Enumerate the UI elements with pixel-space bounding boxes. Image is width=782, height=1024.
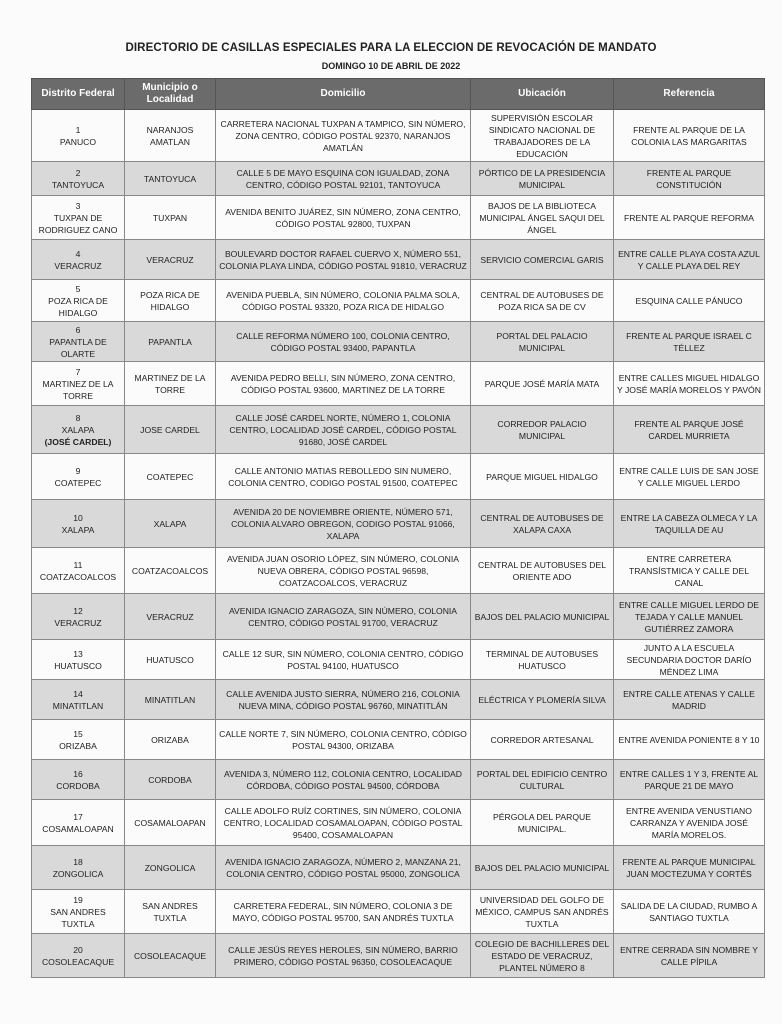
document-date: DOMINGO 10 DE ABRIL DE 2022 — [321, 61, 461, 71]
district-name: SAN ANDRES TUXTLA — [50, 906, 106, 929]
cell-municipio: NARANJOS AMATLAN — [125, 110, 216, 162]
cell-domicilio: CALLE 12 SUR, SIN NÚMERO, COLONIA CENTRO, CÓDIGO POSTAL 94100, HUATUSCO — [216, 640, 471, 680]
cell-referencia: FRENTE AL PARQUE DE LA COLONIA LAS MARGARITAS — [614, 110, 765, 162]
table-row — [32, 680, 765, 720]
district-number: 7 — [75, 366, 81, 377]
cell-municipio: VERACRUZ — [125, 240, 216, 280]
cell-referencia: SALIDA DE LA CIUDAD, RUMBO A SANTIAGO TUXTLA — [614, 890, 765, 934]
cell-domicilio: AVENIDA PUEBLA, SIN NÚMERO, COLONIA PALMA SOLA, CÓDIGO POSTAL 93320, POZA RICA DE HIDALGO — [216, 280, 471, 322]
district-name: COSOLEACAQUE — [41, 956, 115, 967]
district-number: 4 — [75, 248, 81, 259]
cell-ubicacion: ELÉCTRICA Y PLOMERÍA SILVA — [471, 680, 614, 720]
column-header-distrito: Distrito Federal — [32, 79, 125, 110]
cell-ubicacion: COLEGIO DE BACHILLERES DEL ESTADO DE VERACRUZ, PLANTEL NÚMERO 8 — [471, 934, 614, 978]
district-name: COSAMALOAPAN — [42, 823, 114, 834]
district-number: 10 — [73, 512, 83, 523]
cell-referencia: FRENTE AL PARQUE CONSTITUCIÓN — [614, 162, 765, 196]
cell-referencia: ENTRE CALLE LUIS DE SAN JOSE Y CALLE MIGUEL LERDO — [614, 454, 765, 500]
cell-ubicacion: PÓRTICO DE LA PRESIDENCIA MUNICIPAL — [471, 162, 614, 196]
cell-ubicacion: BAJOS DEL PALACIO MUNICIPAL — [471, 594, 614, 640]
table-row — [32, 162, 765, 196]
column-header-ubicacion: Ubicación — [471, 79, 614, 110]
cell-distrito — [32, 594, 125, 640]
cell-referencia: ENTRE CALLES MIGUEL HIDALGO Y JOSÉ MARÍA MORELOS Y PAVÓN — [614, 362, 765, 406]
district-name: COATZACOALCOS — [39, 571, 117, 582]
district-number: 20 — [73, 944, 83, 955]
district-number: 6 — [75, 324, 81, 335]
cell-ubicacion: PORTAL DEL EDIFICIO CENTRO CULTURAL — [471, 760, 614, 800]
cell-referencia: FRENTE AL PARQUE REFORMA — [614, 196, 765, 240]
cell-domicilio: AVENIDA IGNACIO ZARAGOZA, NÚMERO 2, MANZANA 21, COLONIA CENTRO, CÓDIGO POSTAL 95000, ZONGOLICA — [216, 846, 471, 890]
district-name: HUATUSCO — [54, 660, 102, 671]
cell-referencia: FRENTE AL PARQUE MUNICIPAL JUAN MOCTEZUMA Y CORTÉS — [614, 846, 765, 890]
cell-domicilio: CALLE REFORMA NÚMERO 100, COLONIA CENTRO, CÓDIGO POSTAL 93400, PAPANTLA — [216, 322, 471, 362]
cell-municipio: POZA RICA DE HIDALGO — [125, 280, 216, 322]
cell-municipio: COSAMALOAPAN — [125, 800, 216, 846]
cell-ubicacion: CENTRAL DE AUTOBUSES DE POZA RICA SA DE CV — [471, 280, 614, 322]
cell-referencia: FRENTE AL PARQUE ISRAEL C TÉLLEZ — [614, 322, 765, 362]
cell-domicilio: AVENIDA PEDRO BELLI, SIN NÚMERO, ZONA CENTRO, CÓDIGO POSTAL 93600, MARTINEZ DE LA TORRE — [216, 362, 471, 406]
cell-distrito — [32, 110, 125, 162]
cell-municipio: PAPANTLA — [125, 322, 216, 362]
district-number: 19 — [73, 894, 83, 905]
cell-ubicacion: UNIVERSIDAD DEL GOLFO DE MÉXICO, CAMPUS SAN ANDRÉS TUXTLA — [471, 890, 614, 934]
cell-referencia: ENTRE AVENIDA VENUSTIANO CARRANZA Y AVENIDA JOSÉ MARÍA MORELOS. — [614, 800, 765, 846]
cell-distrito — [32, 196, 125, 240]
cell-distrito — [32, 934, 125, 978]
cell-referencia: ENTRE CERRADA SIN NOMBRE Y CALLE PÍPILA — [614, 934, 765, 978]
cell-domicilio: AVENIDA BENITO JUÁREZ, SIN NÚMERO, ZONA CENTRO, CÓDIGO POSTAL 92800, TUXPAN — [216, 196, 471, 240]
cell-distrito — [32, 890, 125, 934]
cell-distrito — [32, 680, 125, 720]
cell-ubicacion: CENTRAL DE AUTOBUSES DE XALAPA CAXA — [471, 500, 614, 548]
cell-domicilio: BOULEVARD DOCTOR RAFAEL CUERVO X, NÚMERO 551, COLONIA PLAYA LINDA, CÓDIGO POSTAL 91810, VERACRUZ — [216, 240, 471, 280]
cell-municipio: SAN ANDRES TUXTLA — [125, 890, 216, 934]
cell-ubicacion: CENTRAL DE AUTOBUSES DEL ORIENTE ADO — [471, 548, 614, 594]
cell-municipio: MINATITLAN — [125, 680, 216, 720]
district-number: 18 — [73, 856, 83, 867]
table-row — [32, 322, 765, 362]
district-number: 8 — [75, 412, 81, 423]
cell-referencia: ESQUINA CALLE PÁNUCO — [614, 280, 765, 322]
cell-referencia: ENTRE CALLE ATENAS Y CALLE MADRID — [614, 680, 765, 720]
district-number: 16 — [73, 768, 83, 779]
district-extra: (JOSÉ CARDEL) — [44, 436, 112, 447]
cell-ubicacion: CORREDOR ARTESANAL — [471, 720, 614, 760]
cell-municipio: COSOLEACAQUE — [125, 934, 216, 978]
cell-municipio: ZONGOLICA — [125, 846, 216, 890]
cell-ubicacion: PÉRGOLA DEL PARQUE MUNICIPAL. — [471, 800, 614, 846]
cell-ubicacion: BAJOS DE LA BIBLIOTECA MUNICIPAL ÁNGEL SAQUI DEL ÁNGEL — [471, 196, 614, 240]
district-number: 11 — [73, 559, 83, 570]
district-name: XALAPA — [61, 424, 95, 435]
district-name: TANTOYUCA — [51, 179, 105, 190]
table-row — [32, 846, 765, 890]
cell-referencia: ENTRE CARRETERA TRANSÍSTMICA Y CALLE DEL CANAL — [614, 548, 765, 594]
cell-distrito — [32, 846, 125, 890]
cell-domicilio: CALLE AVENIDA JUSTO SIERRA, NÚMERO 216, COLONIA NUEVA MINA, CÓDIGO POSTAL 96760, MINATITLÁN — [216, 680, 471, 720]
column-header-referencia: Referencia — [614, 79, 765, 110]
cell-referencia: JUNTO A LA ESCUELA SECUNDARIA DOCTOR DARÍO MÉNDEZ LIMA — [614, 640, 765, 680]
cell-referencia: ENTRE CALLE MIGUEL LERDO DE TEJADA Y CALLE MANUEL GUTIÉRREZ ZAMORA — [614, 594, 765, 640]
cell-referencia: ENTRE LA CABEZA OLMECA Y LA TAQUILLA DE AU — [614, 500, 765, 548]
district-number: 14 — [73, 688, 83, 699]
table-row — [32, 454, 765, 500]
document-title: DIRECTORIO DE CASILLAS ESPECIALES PARA LA ELECCION DE REVOCACIÓN DE MANDATO — [125, 42, 657, 54]
cell-distrito — [32, 760, 125, 800]
cell-ubicacion: PARQUE JOSÉ MARÍA MATA — [471, 362, 614, 406]
cell-distrito — [32, 500, 125, 548]
cell-municipio: JOSE CARDEL — [125, 406, 216, 454]
cell-ubicacion: CORREDOR PALACIO MUNICIPAL — [471, 406, 614, 454]
district-name: MINATITLAN — [52, 700, 104, 711]
table-row — [32, 362, 765, 406]
cell-distrito — [32, 322, 125, 362]
table-row — [32, 280, 765, 322]
table-row — [32, 500, 765, 548]
cell-distrito — [32, 454, 125, 500]
cell-ubicacion: SERVICIO COMERCIAL GARIS — [471, 240, 614, 280]
district-name: TUXPAN DE RODRIGUEZ CANO — [38, 212, 118, 235]
cell-municipio: TUXPAN — [125, 196, 216, 240]
cell-distrito — [32, 548, 125, 594]
table-header-row — [32, 79, 765, 110]
district-name: PANUCO — [59, 136, 97, 147]
cell-distrito — [32, 640, 125, 680]
cell-ubicacion: BAJOS DEL PALACIO MUNICIPAL — [471, 846, 614, 890]
table-row — [32, 240, 765, 280]
cell-municipio: HUATUSCO — [125, 640, 216, 680]
cell-domicilio: AVENIDA JUAN OSORIO LÓPEZ, SIN NÚMERO, COLONIA NUEVA OBRERA, CÓDIGO POSTAL 96598, COATZACOALCOS, VERACRUZ — [216, 548, 471, 594]
cell-distrito — [32, 280, 125, 322]
cell-domicilio: CALLE NORTE 7, SIN NÚMERO, COLONIA CENTRO, CÓDIGO POSTAL 94300, ORIZABA — [216, 720, 471, 760]
cell-domicilio: AVENIDA IGNACIO ZARAGOZA, SIN NÚMERO, COLONIA CENTRO, CÓDIGO POSTAL 91700, VERACRUZ — [216, 594, 471, 640]
district-number: 2 — [75, 167, 81, 178]
table-row — [32, 800, 765, 846]
cell-domicilio: CARRETERA NACIONAL TUXPAN A TAMPICO, SIN NÚMERO, ZONA CENTRO, CÓDIGO POSTAL 92370, NARANJOS AMATLÁN — [216, 110, 471, 162]
cell-distrito — [32, 800, 125, 846]
table-row — [32, 720, 765, 760]
district-number: 9 — [75, 465, 81, 476]
cell-distrito — [32, 240, 125, 280]
cell-domicilio: CALLE JESÚS REYES HEROLES, SIN NÚMERO, BARRIO PRIMERO, CÓDIGO POSTAL 96350, COSOLEACAQUE — [216, 934, 471, 978]
cell-municipio: COATZACOALCOS — [125, 548, 216, 594]
cell-domicilio: CALLE 5 DE MAYO ESQUINA CON IGUALDAD, ZONA CENTRO, CÓDIGO POSTAL 92101, TANTOYUCA — [216, 162, 471, 196]
table-row — [32, 406, 765, 454]
cell-distrito — [32, 362, 125, 406]
district-name: ORIZABA — [59, 740, 97, 751]
cell-municipio: VERACRUZ — [125, 594, 216, 640]
district-name: VERACRUZ — [54, 260, 102, 271]
cell-domicilio: CALLE ANTONIO MATIAS REBOLLEDO SIN NUMERO, COLONIA CENTRO, CODIGO POSTAL 91500, COATEPEC — [216, 454, 471, 500]
table-row — [32, 548, 765, 594]
column-header-municipio: Municipio o Localidad — [125, 79, 216, 110]
cell-distrito — [32, 406, 125, 454]
district-name: CORDOBA — [56, 780, 100, 791]
district-name: VERACRUZ — [54, 617, 102, 628]
district-number: 17 — [73, 811, 83, 822]
district-number: 15 — [73, 728, 83, 739]
district-number: 3 — [75, 200, 81, 211]
table-row — [32, 934, 765, 978]
district-name: MARTINEZ DE LA TORRE — [42, 378, 114, 401]
cell-referencia: FRENTE AL PARQUE JOSÉ CARDEL MURRIETA — [614, 406, 765, 454]
table-row — [32, 196, 765, 240]
cell-municipio: COATEPEC — [125, 454, 216, 500]
district-name: COATEPEC — [54, 477, 102, 488]
cell-municipio: TANTOYUCA — [125, 162, 216, 196]
cell-domicilio: AVENIDA 3, NÚMERO 112, COLONIA CENTRO, LOCALIDAD CÓRDOBA, CÓDIGO POSTAL 94500, CÓRDOBA — [216, 760, 471, 800]
cell-domicilio: CALLE JOSÉ CARDEL NORTE, NÚMERO 1, COLONIA CENTRO, LOCALIDAD JOSÉ CARDEL, CÓDIGO POSTAL 91680, JOSÉ CARDEL — [216, 406, 471, 454]
cell-ubicacion: TERMINAL DE AUTOBUSES HUATUSCO — [471, 640, 614, 680]
table-row — [32, 594, 765, 640]
cell-distrito — [32, 720, 125, 760]
table-row — [32, 760, 765, 800]
district-name: POZA RICA DE HIDALGO — [48, 295, 108, 318]
table-row — [32, 640, 765, 680]
district-name: XALAPA — [61, 524, 95, 535]
directory-table — [31, 78, 765, 978]
cell-municipio: MARTINEZ DE LA TORRE — [125, 362, 216, 406]
district-name: ZONGOLICA — [52, 868, 104, 879]
district-number: 13 — [73, 648, 83, 659]
cell-ubicacion: SUPERVISIÓN ESCOLAR SINDICATO NACIONAL DE TRABAJADORES DE LA EDUCACIÓN — [471, 110, 614, 162]
cell-municipio: XALAPA — [125, 500, 216, 548]
cell-referencia: ENTRE AVENIDA PONIENTE 8 Y 10 — [614, 720, 765, 760]
district-number: 1 — [75, 124, 81, 135]
cell-domicilio: AVENIDA 20 DE NOVIEMBRE ORIENTE, NÚMERO 571, COLONIA ALVARO OBREGON, CODIGO POSTAL 91066, XALAPA — [216, 500, 471, 548]
cell-referencia: ENTRE CALLES 1 Y 3, FRENTE AL PARQUE 21 DE MAYO — [614, 760, 765, 800]
column-header-domicilio: Domicilio — [216, 79, 471, 110]
cell-distrito — [32, 162, 125, 196]
cell-ubicacion: PORTAL DEL PALACIO MUNICIPAL — [471, 322, 614, 362]
cell-municipio: CORDOBA — [125, 760, 216, 800]
cell-ubicacion: PARQUE MIGUEL HIDALGO — [471, 454, 614, 500]
district-number: 5 — [75, 283, 81, 294]
table-row — [32, 110, 765, 162]
cell-domicilio: CARRETERA FEDERAL, SIN NÚMERO, COLONIA 3 DE MAYO, CÓDIGO POSTAL 95700, SAN ANDRÉS TUXTLA — [216, 890, 471, 934]
table-row — [32, 890, 765, 934]
cell-municipio: ORIZABA — [125, 720, 216, 760]
district-number: 12 — [73, 605, 83, 616]
district-name: PAPANTLA DE OLARTE — [49, 336, 107, 359]
cell-referencia: ENTRE CALLE PLAYA COSTA AZUL Y CALLE PLAYA DEL REY — [614, 240, 765, 280]
cell-domicilio: CALLE ADOLFO RUÍZ CORTINES, SIN NÚMERO, COLONIA CENTRO, LOCALIDAD COSAMALOAPAN, CÓDIGO POSTAL 95400, COSAMALOAPAN — [216, 800, 471, 846]
